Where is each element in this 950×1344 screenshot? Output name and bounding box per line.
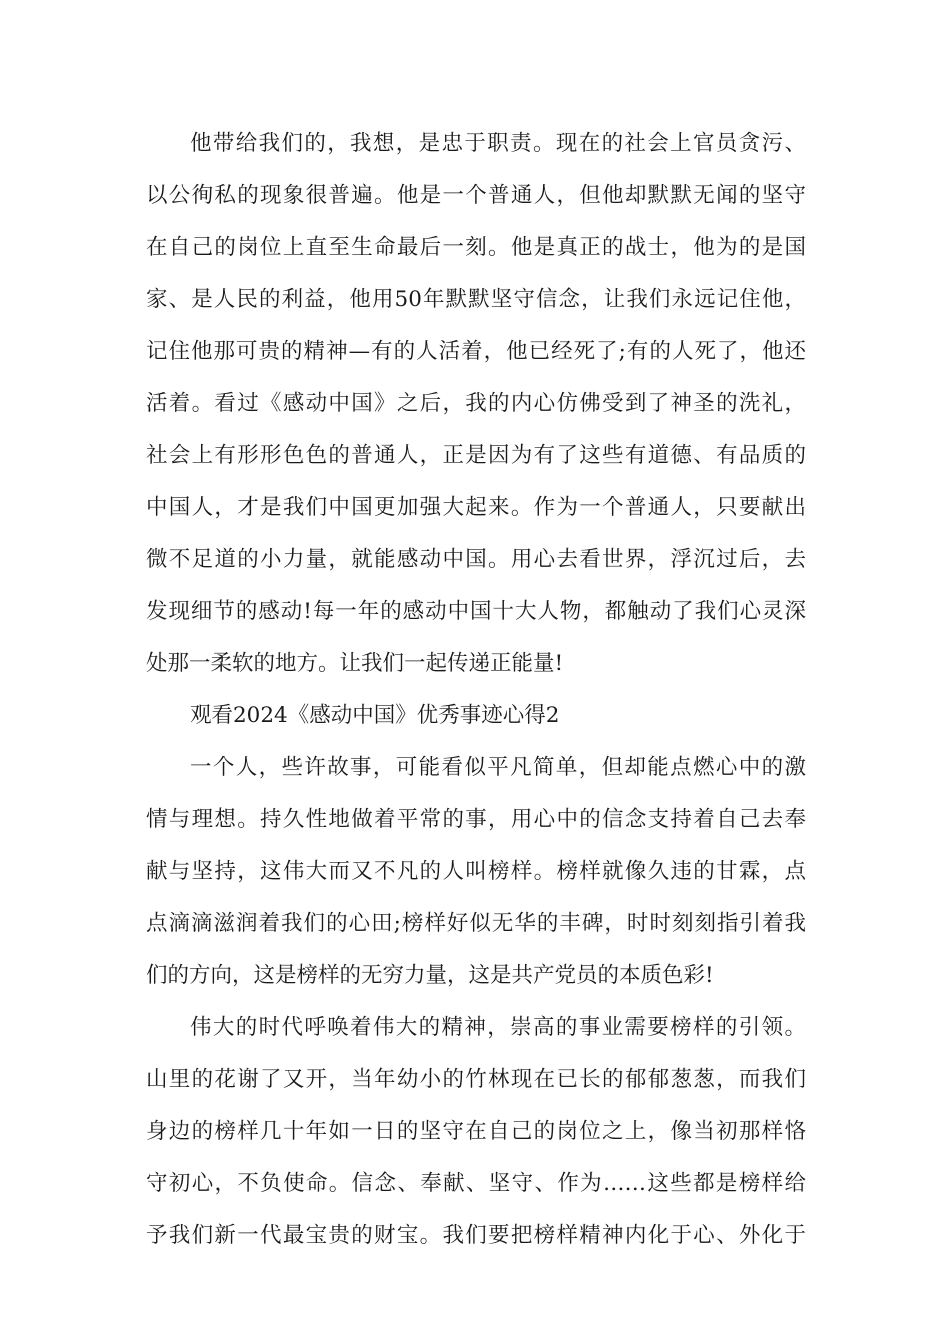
- paragraph-1-line-9: 微不足道的小力量，就能感动中国。用心去看世界，浮沉过后，去: [146, 547, 806, 572]
- paragraph-3-line-1: 伟大的时代呼唤着伟大的精神，崇高的事业需要榜样的引领。: [190, 1015, 806, 1040]
- paragraph-1-line-8: 中国人，才是我们中国更加强大起来。作为一个普通人，只要献出: [146, 495, 806, 520]
- paragraph-1-line-2: 以公徇私的现象很普遍。他是一个普通人，但他却默默无闻的坚守: [146, 183, 806, 208]
- paragraph-1-line-10: 发现细节的感动!每一年的感动中国十大人物，都触动了我们心灵深: [146, 599, 806, 624]
- paragraph-2-line-4: 点滴滴滋润着我们的心田;榜样好似无华的丰碑，时时刻刻指引着我: [146, 911, 806, 936]
- paragraph-3-line-5: 予我们新一代最宝贵的财宝。我们要把榜样精神内化于心、外化于: [146, 1223, 806, 1248]
- paragraph-3-line-2: 山里的花谢了又开，当年幼小的竹林现在已长的郁郁葱葱，而我们: [146, 1067, 806, 1092]
- section-heading: 观看2024《感动中国》优秀事迹心得2: [190, 703, 560, 728]
- paragraph-2-line-3: 献与坚持，这伟大而又不凡的人叫榜样。榜样就像久违的甘霖，点: [146, 859, 806, 884]
- paragraph-2-line-1: 一个人，些许故事，可能看似平凡简单，但却能点燃心中的激: [190, 755, 806, 780]
- paragraph-1-line-7: 社会上有形形色色的普通人，正是因为有了这些有道德、有品质的: [146, 443, 806, 468]
- paragraph-2-line-2: 情与理想。持久性地做着平常的事，用心中的信念支持着自己去奉: [146, 807, 806, 832]
- paragraph-2-line-5: 们的方向，这是榜样的无穷力量，这是共产党员的本质色彩!: [146, 963, 714, 988]
- paragraph-1-line-5: 记住他那可贵的精神—有的人活着，他已经死了;有的人死了，他还: [146, 339, 806, 364]
- paragraph-1-line-4: 家、是人民的利益，他用50年默默坚守信念，让我们永远记住他，: [146, 287, 806, 312]
- paragraph-1-line-6: 活着。看过《感动中国》之后，我的内心仿佛受到了神圣的洗礼，: [146, 391, 806, 416]
- paragraph-1-line-3: 在自己的岗位上直至生命最后一刻。他是真正的战士，他为的是国: [146, 235, 806, 260]
- paragraph-3-line-4: 守初心，不负使命。信念、奉献、坚守、作为……这些都是榜样给: [146, 1171, 806, 1196]
- paragraph-3-line-3: 身边的榜样几十年如一日的坚守在自己的岗位之上，像当初那样恪: [146, 1119, 806, 1144]
- paragraph-1-line-1: 他带给我们的，我想，是忠于职责。现在的社会上官员贪污、: [190, 131, 806, 156]
- paragraph-1-line-11: 处那一柔软的地方。让我们一起传递正能量!: [146, 651, 564, 676]
